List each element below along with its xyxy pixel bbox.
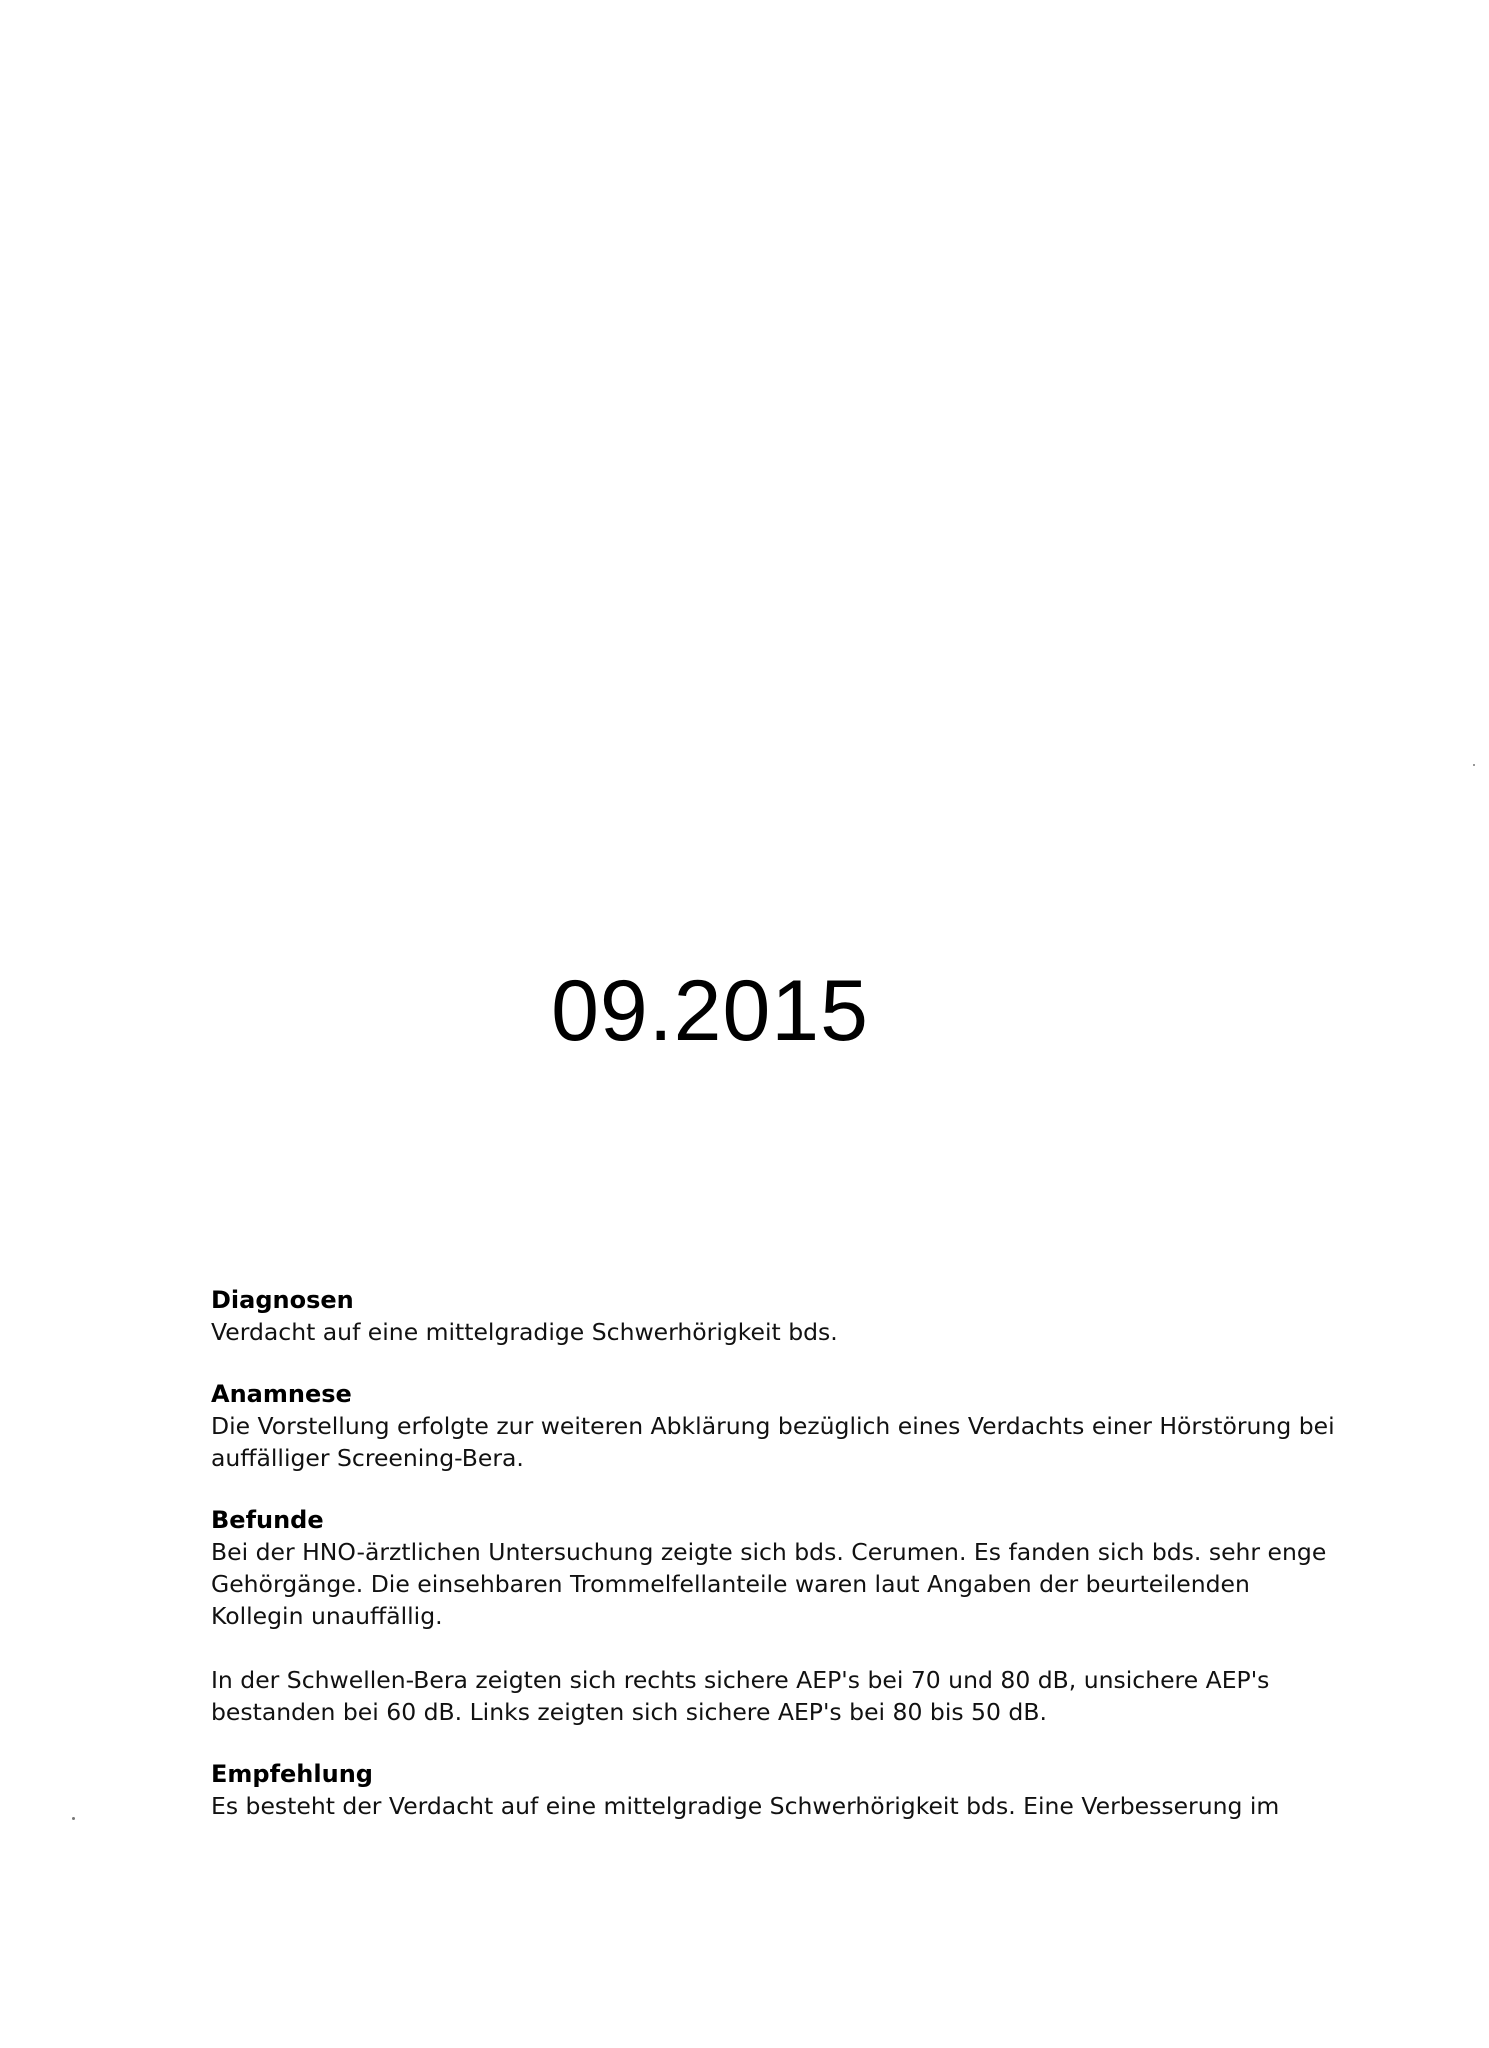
section-diagnosen: [211, 1284, 1341, 1348]
section-paragraph: Verdacht auf eine mittelgradige Schwerhörigkeit bds.: [211, 1318, 838, 1346]
date-heading: 09.2015: [551, 963, 869, 1059]
section-befunde: [211, 1504, 1341, 1728]
section-title: Anamnese: [211, 1380, 352, 1408]
section-anamnese: [211, 1378, 1341, 1474]
section-title: Empfehlung: [211, 1760, 373, 1788]
section-paragraph: Bei der HNO-ärztlichen Untersuchung zeigte sich bds. Cerumen. Es fanden sich bds. sehr enge Gehörgänge. Die einsehbaren Trommelfellanteile waren laut Angaben der beurteilenden Kollegin unauffällig.: [211, 1538, 1327, 1630]
report-body: [211, 1284, 1341, 1852]
scan-speck: [72, 1817, 75, 1820]
section-title: Befunde: [211, 1506, 324, 1534]
section-empfehlung: [211, 1758, 1341, 1822]
section-title: Diagnosen: [211, 1286, 354, 1314]
section-paragraph: In der Schwellen-Bera zeigten sich rechts sichere AEP's bei 70 und 80 dB, unsichere AEP's bestanden bei 60 dB. Links zeigten sich sichere AEP's bei 80 bis 50 dB.: [211, 1666, 1270, 1726]
scan-speck: [1473, 764, 1475, 766]
section-paragraph: Es besteht der Verdacht auf eine mittelgradige Schwerhörigkeit bds. Eine Verbesserung im: [211, 1792, 1280, 1820]
section-paragraph: Die Vorstellung erfolgte zur weiteren Abklärung bezüglich eines Verdachts einer Hörstörung bei auffälliger Screening-Bera.: [211, 1412, 1335, 1472]
